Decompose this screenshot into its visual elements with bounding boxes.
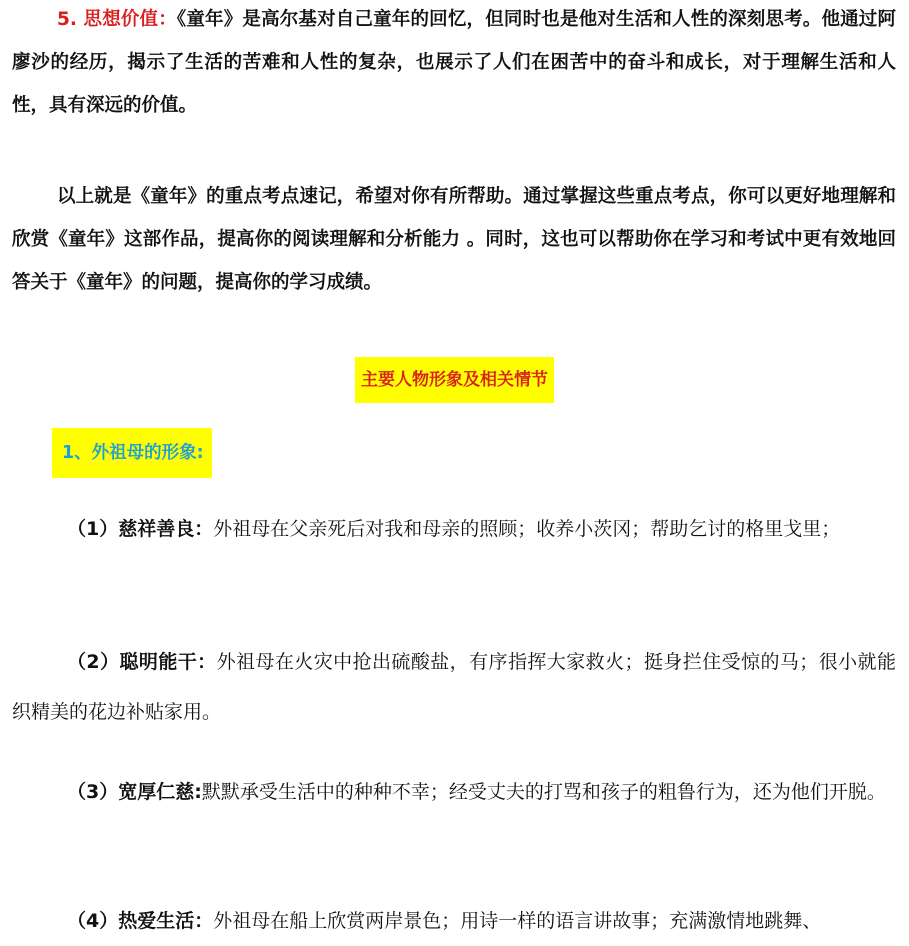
section-heading: 主要人物形象及相关情节 <box>355 357 554 403</box>
section-5-text: 《童年》是高尔基对自己童年的回忆，但同时也是他对生活和人性的深刻思考。他通过阿廖沙的经历，揭示了生活的苦难和人性的复杂，也展示了人们在困苦中的奋斗和成长，对于理解生活和人性，具有深远的价值。 <box>12 9 896 116</box>
trait-label: （1）慈祥善良： <box>67 518 214 540</box>
section-5-label: 5. 思想价值： <box>57 9 177 30</box>
trait-paragraph <box>12 637 896 737</box>
subheading-grandmother: 1、外祖母的形象: <box>52 428 212 478</box>
trait-paragraph <box>12 504 896 554</box>
trait-text: 外祖母在父亲死后对我和母亲的照顾；收养小茨冈；帮助乞讨的格里戈里； <box>213 518 841 540</box>
trait-label: （2）聪明能干： <box>67 651 217 673</box>
trait-label: （4）热爱生活： <box>67 910 214 932</box>
summary-paragraph <box>12 175 896 304</box>
trait-paragraph <box>12 767 896 817</box>
section-heading-wrapper <box>0 357 909 403</box>
trait-paragraph <box>12 896 896 946</box>
summary-text: 以上就是《童年》的重点考点速记，希望对你有所帮助。通过掌握这些重点考点，你可以更好地理解和欣赏《童年》这部作品，提高你的阅读理解和分析能力 。同时，这也可以帮助你在学习和考试中更有效地回答关于《童年》的问题，提高你的学习成绩。 <box>12 186 896 293</box>
trait-text: 外祖母在船上欣赏两岸景色；用诗一样的语言讲故事；充满激情地跳舞、 <box>213 910 822 932</box>
trait-text: 默默承受生活中的种种不幸；经受丈夫的打骂和孩子的粗鲁行为，还为他们开脱。 <box>201 781 886 803</box>
section-5-paragraph <box>12 0 896 127</box>
trait-label: （3）宽厚仁慈: <box>67 781 202 803</box>
trait-text: 外祖母在火灾中抢出硫酸盐，有序指挥大家救火；挺身拦住受惊的马；很小就能织精美的花边补贴家用。 <box>12 651 896 723</box>
